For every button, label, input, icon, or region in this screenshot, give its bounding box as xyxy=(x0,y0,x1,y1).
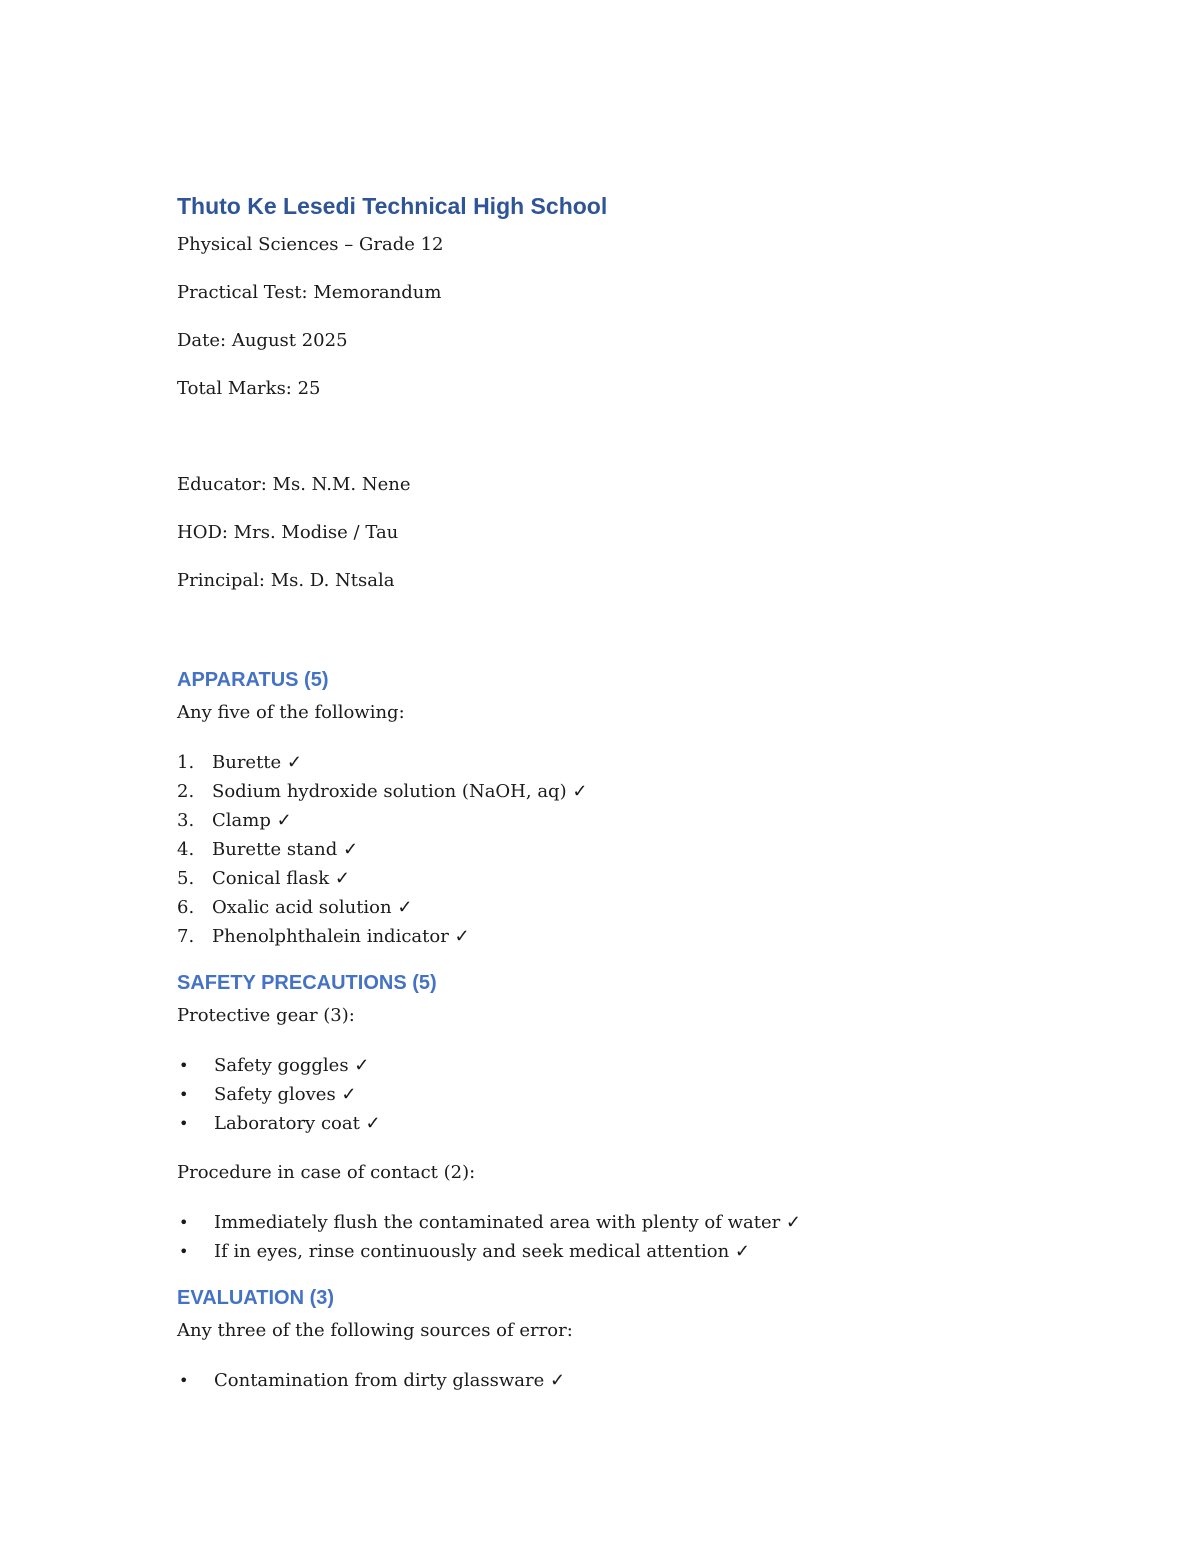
list-item-text: Burette stand ✓ xyxy=(212,839,359,860)
bullet-icon: • xyxy=(179,1056,189,1075)
list-number: 2. xyxy=(177,781,195,802)
list-item-text: Burette ✓ xyxy=(212,752,302,773)
apparatus-list xyxy=(177,748,1037,951)
bullet-icon: • xyxy=(179,1085,189,1104)
safety-gear-intro: Protective gear (3): xyxy=(177,1005,355,1026)
safety-contact-intro: Procedure in case of contact (2): xyxy=(177,1162,476,1183)
list-item-text: Immediately flush the contaminated area with plenty of water ✓ xyxy=(214,1212,802,1233)
list-number: 5. xyxy=(177,868,195,889)
document-page xyxy=(177,190,1037,1417)
apparatus-heading: APPARATUS (5) xyxy=(177,669,329,691)
list-item-text: Sodium hydroxide solution (NaOH, aq) ✓ xyxy=(212,781,588,802)
list-item-text: Phenolphthalein indicator ✓ xyxy=(212,926,470,947)
list-item xyxy=(177,777,1037,806)
list-item xyxy=(177,806,1037,835)
total-marks-line: Total Marks: 25 xyxy=(177,378,321,399)
list-number: 1. xyxy=(177,752,195,773)
list-item-text: Laboratory coat ✓ xyxy=(214,1113,381,1134)
spacer xyxy=(177,424,1037,472)
list-number: 7. xyxy=(177,926,195,947)
list-item-text: Contamination from dirty glassware ✓ xyxy=(214,1370,566,1391)
list-number: 4. xyxy=(177,839,195,860)
apparatus-intro: Any five of the following: xyxy=(177,702,405,723)
bullet-icon: • xyxy=(179,1213,189,1232)
test-line: Practical Test: Memorandum xyxy=(177,282,442,303)
bullet-icon: • xyxy=(179,1114,189,1133)
educator-line: Educator: Ms. N.M. Nene xyxy=(177,474,411,495)
spacer xyxy=(177,616,1037,666)
list-item xyxy=(177,1080,1037,1109)
list-item-text: Safety goggles ✓ xyxy=(214,1055,370,1076)
safety-heading: SAFETY PRECAUTIONS (5) xyxy=(177,972,437,994)
subject-line: Physical Sciences – Grade 12 xyxy=(177,234,444,255)
list-item-text: Oxalic acid solution ✓ xyxy=(212,897,413,918)
list-item xyxy=(177,1109,1037,1138)
safety-gear-list xyxy=(177,1051,1037,1138)
list-item xyxy=(177,922,1037,951)
bullet-icon: • xyxy=(179,1242,189,1261)
list-item xyxy=(177,893,1037,922)
date-line: Date: August 2025 xyxy=(177,330,348,351)
list-item-text: Clamp ✓ xyxy=(212,810,292,831)
list-item-text: Conical flask ✓ xyxy=(212,868,350,889)
evaluation-heading: EVALUATION (3) xyxy=(177,1287,335,1309)
list-number: 6. xyxy=(177,897,195,918)
evaluation-intro: Any three of the following sources of error: xyxy=(177,1320,573,1341)
bullet-icon: • xyxy=(179,1371,189,1390)
list-item xyxy=(177,1237,1037,1266)
school-title: Thuto Ke Lesedi Technical High School xyxy=(177,193,608,219)
list-item xyxy=(177,1208,1037,1237)
list-item-text: If in eyes, rinse continuously and seek medical attention ✓ xyxy=(214,1241,750,1262)
list-item xyxy=(177,1366,1037,1395)
list-number: 3. xyxy=(177,810,195,831)
safety-contact-list xyxy=(177,1208,1037,1266)
list-item xyxy=(177,748,1037,777)
hod-line: HOD: Mrs. Modise / Tau xyxy=(177,522,399,543)
list-item xyxy=(177,1051,1037,1080)
list-item xyxy=(177,864,1037,893)
list-item xyxy=(177,835,1037,864)
principal-line: Principal: Ms. D. Ntsala xyxy=(177,570,395,591)
evaluation-list xyxy=(177,1366,1037,1395)
list-item-text: Safety gloves ✓ xyxy=(214,1084,357,1105)
